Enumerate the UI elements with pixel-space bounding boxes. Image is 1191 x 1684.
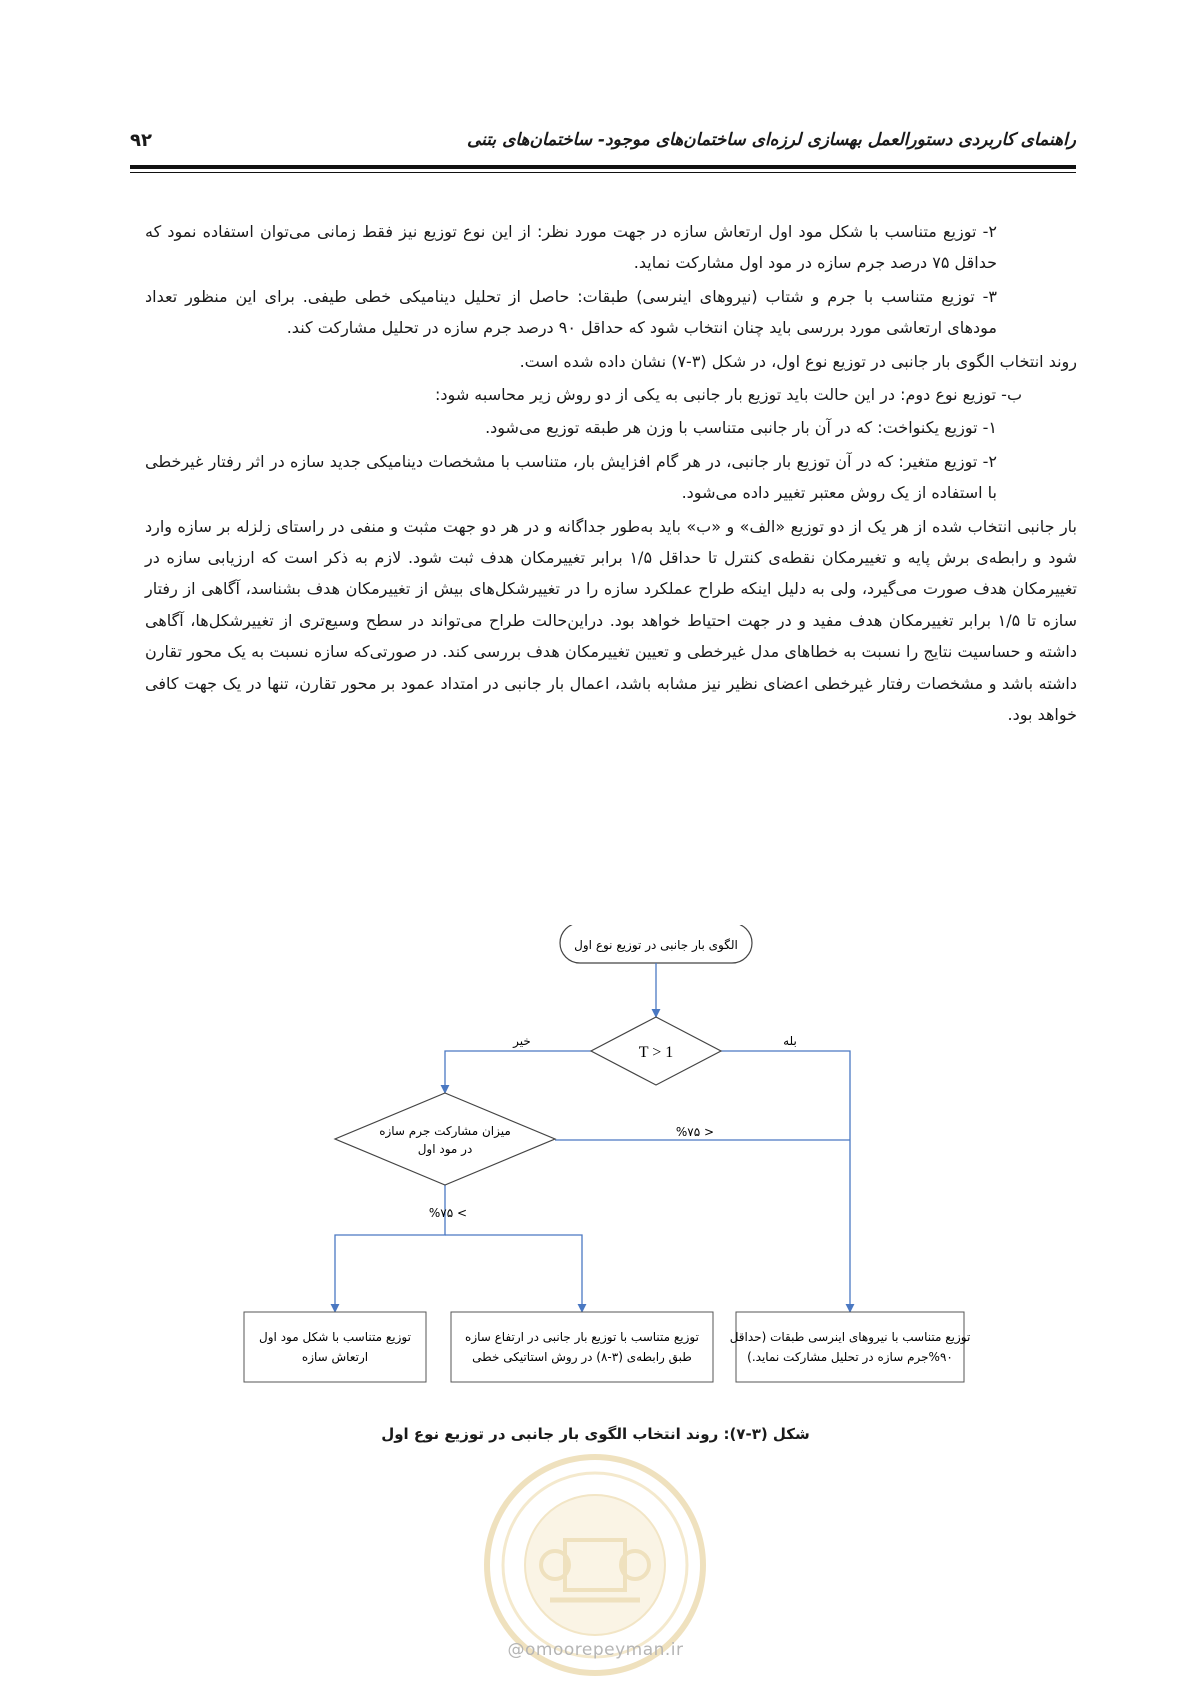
page-number: ۹۲	[130, 130, 152, 151]
yes-label: بله	[783, 1034, 797, 1048]
box-mode-shape-line1: توزیع متناسب با شکل مود اول	[259, 1330, 411, 1344]
paragraph-4: ب- توزیع نوع دوم: در این حالت باید توزیع بار جانبی به یکی از دو روش زیر محاسبه شود:	[435, 385, 1022, 405]
paragraph-3: روند انتخاب الگوی بار جانبی در توزیع نوع اول، در شکل (۳-۷) نشان داده شده است.	[519, 351, 1077, 371]
gt75-label: %۷۵ >	[675, 1125, 715, 1139]
decision-period-label: T > 1	[638, 1044, 674, 1061]
paragraph-6: ۲- توزیع متغیر: که در آن توزیع بار جانبی، در هر گام افزایش بار، متناسب با مشخصات دینامیکی جدید سازه در اثر رفتار غیرخطی با استفاده از یک روش معتبر تغییر داده می‌شود.	[145, 451, 997, 503]
box-height-distribution	[451, 1312, 713, 1382]
page-header	[130, 128, 1076, 168]
flowchart	[0, 925, 1191, 1425]
paragraph-2: ۳- توزیع متناسب با جرم و شتاب (نیروهای اینرسی) طبقات: حاصل از تحلیل دینامیکی خطی طیفی. برای این منظور تعداد مودهای ارتعاشی مورد بررسی باید چنان انتخاب شود که حداقل ۹۰ درصد جرم سازه در تحلیل مشارکت کند.	[145, 286, 997, 338]
paragraph-1: ۲- توزیع متناسب با شکل مود اول ارتعاش سازه در جهت مورد نظر: از این نوع توزیع نیز فقط زمانی می‌توان استفاده نمود که حداقل ۷۵ درصد جرم سازه در مود اول مشارکت نماید.	[145, 222, 997, 273]
box-inertia-line2: %۹۰جرم سازه در تحلیل مشارکت نماید.)	[747, 1350, 953, 1364]
connector-lt75	[335, 1185, 445, 1312]
paragraph-5: ۱- توزیع یکنواخت: که در آن بار جانبی متناسب با وزن هر طبقه توزیع می‌شود.	[485, 418, 997, 438]
connector-no	[445, 1051, 591, 1093]
box-height-line1: توزیع متناسب با توزیع بار جانبی در ارتفاع سازه	[465, 1330, 699, 1344]
box-inertia-forces	[736, 1312, 964, 1382]
decision-mass-label-2: در مود اول	[417, 1142, 473, 1156]
header-rule-thick	[130, 165, 1076, 169]
lt75-label: %۷۵ <	[428, 1206, 468, 1220]
no-label: خیر	[513, 1034, 531, 1048]
connector-yes	[721, 1051, 850, 1312]
box-mode-shape-line2: ارتعاش سازه	[301, 1350, 369, 1364]
start-node-label: الگوی بار جانبی در توزیع نوع اول	[574, 938, 738, 952]
header-rule-thin	[130, 172, 1076, 173]
decision-mass-label-1: میزان مشارکت جرم سازه	[379, 1124, 511, 1138]
running-title: راهنمای کاربردی دستورالعمل بهسازی لرزه‌ای ساختمان‌های موجود- ساختمان‌های بتنی	[466, 130, 1076, 150]
body-text	[145, 216, 1077, 733]
watermark-text: @omoorepeyman.ir	[507, 1640, 684, 1660]
paragraph-7: بار جانبی انتخاب شده از هر یک از دو توزیع «الف» و «ب» باید به‌طور جداگانه و در هر دو جهت مثبت و منفی در راستای زلزله بر سازه وارد شود و رابطه‌ی برش پایه و تغییرمکان نقطه‌ی کنترل تا حداقل ۱/۵ برابر تغییرمکان هدف ثبت شود. لازم به ذکر است که ارزیابی سازه در تغییرمکان هدف صورت می‌گیرد، ولی به دلیل اینکه طراح عملکرد سازه را در تغییرشکل‌های بیش از تغییرمکان هدف بشناسد، آگاهی از رفتار سازه تا ۱/۵ برابر تغییرمکان هدف مفید و در جهت احتیاط خواهد بود. دراین‌حالت طراح می‌تواند در سطح وسیع‌تری از تغییرشکل‌ها، آگاهی داشته و حساسیت نتایج را نسبت به خطاهای مدل غیرخطی و تعیین تغییرمکان هدف بررسی کند. در صورتی‌که سازه نسبت به یک محور تقارن داشته باشد و مشخصات رفتار غیرخطی اعضای نظیر نیز مشابه باشد، اعمال بار جانبی در امتداد عمود بر محور تقارن، تنها در یک جهت کافی خواهد بود.	[145, 516, 1078, 725]
decision-mass-participation	[335, 1093, 555, 1185]
box-height-line2: طبق رابطه‌ی (۳-۸) در روش استاتیکی خطی	[472, 1350, 692, 1364]
box-mode-shape	[244, 1312, 426, 1382]
figure-caption: شکل (۳-۷): روند انتخاب الگوی بار جانبی در توزیع نوع اول	[381, 1425, 810, 1443]
connector-lt75-middle	[445, 1235, 582, 1312]
box-inertia-line1: توزیع متناسب با نیروهای اینرسی طبقات (حداقل	[729, 1330, 971, 1344]
